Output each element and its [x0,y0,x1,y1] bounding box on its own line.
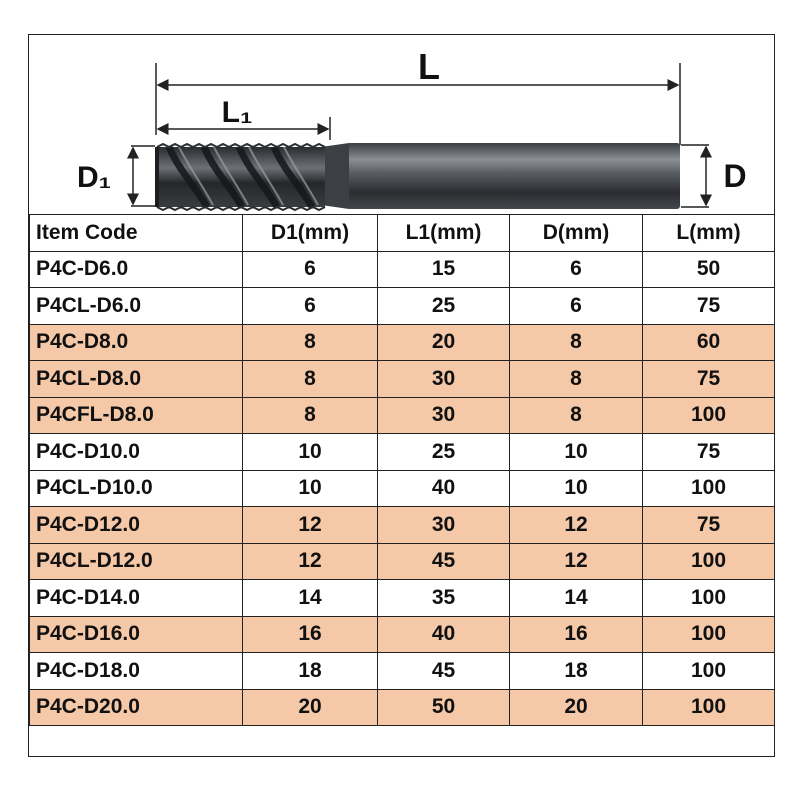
header-item-code: Item Code [30,215,243,252]
dimension-D1 [77,146,155,206]
cell-d: 12 [510,507,643,544]
table-row [30,507,775,544]
cell-item-code: P4C-D10.0 [30,434,243,471]
cell-l1: 30 [378,361,510,398]
cell-item-code: P4CL-D12.0 [30,543,243,580]
cell-d: 6 [510,251,643,288]
cell-d1: 6 [243,288,378,325]
cell-l: 50 [643,251,775,288]
cell-d1: 10 [243,470,378,507]
cell-d: 6 [510,288,643,325]
cell-l1: 25 [378,434,510,471]
table-row [30,397,775,434]
cell-item-code: P4C-D14.0 [30,580,243,617]
cell-item-code: P4C-D16.0 [30,616,243,653]
cell-l: 75 [643,507,775,544]
cell-l: 100 [643,543,775,580]
cell-l1: 30 [378,397,510,434]
cell-d: 8 [510,397,643,434]
cell-d1: 18 [243,653,378,690]
cell-l: 100 [643,653,775,690]
table-row [30,580,775,617]
cell-d1: 20 [243,689,378,726]
table-row [30,251,775,288]
cell-d: 8 [510,361,643,398]
end-mill-tool-image [155,143,680,210]
cell-l: 100 [643,580,775,617]
table-row [30,324,775,361]
header-d1: D1(mm) [243,215,378,252]
label-D: D [723,158,747,194]
cell-l1: 45 [378,653,510,690]
table-row [30,434,775,471]
cell-d1: 12 [243,543,378,580]
cell-l1: 25 [378,288,510,325]
cell-item-code: P4C-D18.0 [30,653,243,690]
cell-d1: 10 [243,434,378,471]
cell-l1: 50 [378,689,510,726]
cell-d1: 16 [243,616,378,653]
table-row [30,653,775,690]
cell-d: 14 [510,580,643,617]
cell-item-code: P4C-D20.0 [30,689,243,726]
cell-d1: 6 [243,251,378,288]
cell-l1: 40 [378,470,510,507]
header-l1: L1(mm) [378,215,510,252]
cell-l1: 20 [378,324,510,361]
cell-item-code: P4CL-D10.0 [30,470,243,507]
cell-l: 60 [643,324,775,361]
cell-l: 100 [643,689,775,726]
table-row [30,543,775,580]
cell-item-code: P4CFL-D8.0 [30,397,243,434]
cell-item-code: P4CL-D6.0 [30,288,243,325]
cell-d1: 14 [243,580,378,617]
cell-l: 75 [643,288,775,325]
cell-d: 16 [510,616,643,653]
dimension-L1 [158,96,330,140]
cell-d1: 12 [243,507,378,544]
cell-l: 100 [643,616,775,653]
cell-l: 75 [643,361,775,398]
dimension-D [681,145,747,207]
label-D1: D₁ [76,161,112,194]
cell-l1: 35 [378,580,510,617]
table-row [30,361,775,398]
cell-d1: 8 [243,361,378,398]
cell-l1: 15 [378,251,510,288]
cell-item-code: P4C-D12.0 [30,507,243,544]
cell-l: 75 [643,434,775,471]
table-row [30,288,775,325]
cell-d: 10 [510,434,643,471]
cell-l: 100 [643,397,775,434]
cell-l1: 30 [378,507,510,544]
spec-table [29,214,775,726]
table-row [30,470,775,507]
table-row [30,689,775,726]
spec-sheet [28,34,775,757]
cell-d: 8 [510,324,643,361]
end-mill-dimension-diagram [29,35,774,215]
cell-item-code: P4C-D8.0 [30,324,243,361]
cell-d: 12 [510,543,643,580]
header-l: L(mm) [643,215,775,252]
cell-d1: 8 [243,397,378,434]
cell-item-code: P4CL-D8.0 [30,361,243,398]
cell-l1: 40 [378,616,510,653]
cell-item-code: P4C-D6.0 [30,251,243,288]
label-L: L [418,46,440,87]
label-L1: L₁ [221,96,253,129]
cell-d: 20 [510,689,643,726]
cell-d1: 8 [243,324,378,361]
cell-d: 10 [510,470,643,507]
table-row [30,616,775,653]
cell-l1: 45 [378,543,510,580]
header-d: D(mm) [510,215,643,252]
cell-d: 18 [510,653,643,690]
cell-l: 100 [643,470,775,507]
table-header-row [30,215,775,252]
